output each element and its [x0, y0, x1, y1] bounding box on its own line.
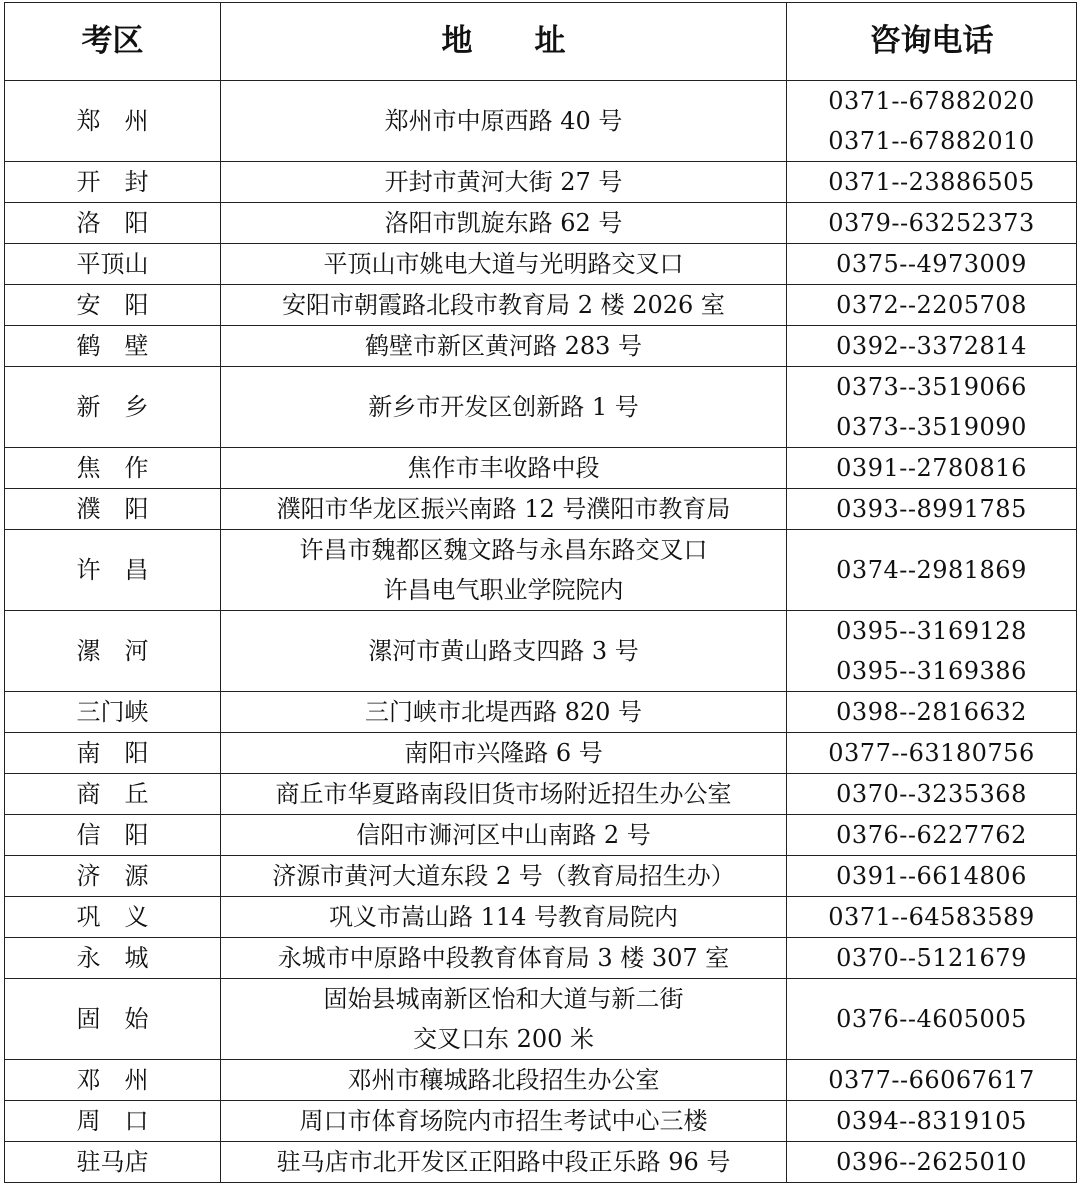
address-cell — [221, 367, 787, 448]
address-cell — [221, 530, 787, 611]
area-cell: 信 阳 — [5, 815, 221, 856]
table-row — [5, 81, 1077, 162]
phone-cell — [787, 244, 1077, 285]
address-cell — [221, 856, 787, 897]
phone-cell — [787, 897, 1077, 938]
header-area: 考区 — [5, 3, 221, 81]
address-cell — [221, 733, 787, 774]
table-row — [5, 367, 1077, 448]
area-cell: 永 城 — [5, 938, 221, 979]
header-phone: 咨询电话 — [787, 3, 1077, 81]
table-row — [5, 285, 1077, 326]
phone-number: 0394--8319105 — [836, 1107, 1027, 1135]
address-cell — [221, 244, 787, 285]
address-cell — [221, 611, 787, 692]
address-cell — [221, 897, 787, 938]
address-line: 周口市体育场院内市招生考试中心三楼 — [299, 1107, 708, 1135]
address-line: 交叉口东 200 米 — [412, 1025, 595, 1053]
area-cell: 焦 作 — [5, 448, 221, 489]
phone-cell — [787, 285, 1077, 326]
address-line: 商丘市华夏路南段旧货市场附近招生办公室 — [275, 780, 732, 808]
address-line: 许昌市魏都区魏文路与永昌东路交叉口 — [299, 536, 708, 564]
table-row — [5, 1060, 1077, 1101]
phone-number: 0373--3519090 — [836, 413, 1027, 441]
phone-cell — [787, 979, 1077, 1060]
area-cell: 漯 河 — [5, 611, 221, 692]
table-row — [5, 979, 1077, 1060]
area-cell: 三门峡 — [5, 692, 221, 733]
phone-number: 0371--23886505 — [828, 168, 1035, 196]
table-row — [5, 162, 1077, 203]
phone-number: 0377--63180756 — [828, 739, 1035, 767]
phone-number: 0371--67882010 — [828, 127, 1035, 155]
phone-number: 0376--6227762 — [836, 821, 1027, 849]
address-cell — [221, 1142, 787, 1183]
phone-cell — [787, 1142, 1077, 1183]
phone-cell — [787, 81, 1077, 162]
phone-number: 0373--3519066 — [836, 373, 1027, 401]
address-cell — [221, 774, 787, 815]
address-line: 巩义市嵩山路 114 号教育局院内 — [328, 903, 679, 931]
address-line: 信阳市浉河区中山南路 2 号 — [356, 821, 651, 849]
phone-number: 0391--2780816 — [836, 454, 1027, 482]
phone-cell — [787, 530, 1077, 611]
area-cell: 巩 义 — [5, 897, 221, 938]
table-row — [5, 938, 1077, 979]
phone-number: 0398--2816632 — [836, 698, 1027, 726]
address-cell — [221, 285, 787, 326]
phone-cell — [787, 489, 1077, 530]
header-address: 地 址 — [221, 3, 787, 81]
phone-cell — [787, 938, 1077, 979]
table-row — [5, 692, 1077, 733]
phone-cell — [787, 815, 1077, 856]
address-cell — [221, 448, 787, 489]
phone-number: 0372--2205708 — [836, 291, 1027, 319]
address-line: 固始县城南新区怡和大道与新二街 — [323, 985, 684, 1013]
table-row — [5, 611, 1077, 692]
table-row — [5, 489, 1077, 530]
address-cell — [221, 203, 787, 244]
phone-number: 0395--3169128 — [836, 617, 1027, 645]
table-row — [5, 815, 1077, 856]
address-line: 三门峡市北堤西路 820 号 — [364, 698, 643, 726]
area-cell: 周 口 — [5, 1101, 221, 1142]
area-cell: 洛 阳 — [5, 203, 221, 244]
area-cell: 驻马店 — [5, 1142, 221, 1183]
phone-number: 0370--3235368 — [836, 780, 1027, 808]
phone-number: 0392--3372814 — [836, 332, 1027, 360]
area-cell: 平顶山 — [5, 244, 221, 285]
address-line: 开封市黄河大街 27 号 — [384, 168, 623, 196]
address-line: 南阳市兴隆路 6 号 — [404, 739, 603, 767]
phone-number: 0371--67882020 — [828, 87, 1035, 115]
address-line: 安阳市朝霞路北段市教育局 2 楼 2026 室 — [282, 291, 725, 319]
address-line: 永城市中原路中段教育体育局 3 楼 307 室 — [277, 944, 730, 972]
phone-cell — [787, 448, 1077, 489]
phone-number: 0371--64583589 — [828, 903, 1035, 931]
phone-number: 0391--6614806 — [836, 862, 1027, 890]
address-line: 郑州市中原西路 40 号 — [384, 107, 623, 135]
address-cell — [221, 1101, 787, 1142]
phone-number: 0370--5121679 — [836, 944, 1027, 972]
address-cell — [221, 1060, 787, 1101]
table-row — [5, 774, 1077, 815]
address-line: 洛阳市凯旋东路 62 号 — [384, 209, 623, 237]
phone-cell — [787, 611, 1077, 692]
address-line: 驻马店市北开发区正阳路中段正乐路 96 号 — [276, 1148, 731, 1176]
address-line: 新乡市开发区创新路 1 号 — [368, 393, 639, 421]
phone-number: 0377--66067617 — [828, 1066, 1035, 1094]
exam-area-contact-table — [4, 2, 1077, 1183]
address-line: 濮阳市华龙区振兴南路 12 号濮阳市教育局 — [276, 495, 731, 523]
phone-cell — [787, 326, 1077, 367]
address-line: 漯河市黄山路支四路 3 号 — [368, 637, 639, 665]
phone-number: 0379--63252373 — [828, 209, 1035, 237]
phone-cell — [787, 692, 1077, 733]
phone-cell — [787, 162, 1077, 203]
address-cell — [221, 326, 787, 367]
phone-number: 0374--2981869 — [836, 556, 1027, 584]
table-row — [5, 448, 1077, 489]
area-cell: 开 封 — [5, 162, 221, 203]
area-cell: 南 阳 — [5, 733, 221, 774]
address-cell — [221, 81, 787, 162]
phone-number: 0376--4605005 — [836, 1005, 1027, 1033]
table-row — [5, 733, 1077, 774]
table-row — [5, 897, 1077, 938]
area-cell: 固 始 — [5, 979, 221, 1060]
table-row — [5, 530, 1077, 611]
phone-cell — [787, 367, 1077, 448]
phone-cell — [787, 1060, 1077, 1101]
area-cell: 安 阳 — [5, 285, 221, 326]
address-line: 许昌电气职业学院院内 — [383, 576, 624, 604]
area-cell: 许 昌 — [5, 530, 221, 611]
area-cell: 郑 州 — [5, 81, 221, 162]
phone-cell — [787, 774, 1077, 815]
phone-cell — [787, 1101, 1077, 1142]
phone-number: 0396--2625010 — [836, 1148, 1027, 1176]
phone-cell — [787, 203, 1077, 244]
phone-number: 0393--8991785 — [836, 495, 1027, 523]
area-cell: 商 丘 — [5, 774, 221, 815]
area-cell: 济 源 — [5, 856, 221, 897]
address-cell — [221, 938, 787, 979]
address-cell — [221, 815, 787, 856]
table-row — [5, 856, 1077, 897]
area-cell: 新 乡 — [5, 367, 221, 448]
table-row — [5, 203, 1077, 244]
area-cell: 邓 州 — [5, 1060, 221, 1101]
table-row — [5, 1101, 1077, 1142]
phone-number: 0395--3169386 — [836, 657, 1027, 685]
table-row — [5, 244, 1077, 285]
address-line: 焦作市丰收路中段 — [407, 454, 600, 482]
area-cell: 濮 阳 — [5, 489, 221, 530]
address-cell — [221, 162, 787, 203]
address-cell — [221, 489, 787, 530]
phone-cell — [787, 733, 1077, 774]
address-cell — [221, 979, 787, 1060]
address-line: 鹤壁市新区黄河路 283 号 — [364, 332, 643, 360]
address-line: 平顶山市姚电大道与光明路交叉口 — [323, 250, 684, 278]
area-cell: 鹤 壁 — [5, 326, 221, 367]
phone-cell — [787, 856, 1077, 897]
address-line: 邓州市穰城路北段招生办公室 — [347, 1066, 660, 1094]
table-row — [5, 326, 1077, 367]
phone-number: 0375--4973009 — [836, 250, 1027, 278]
address-cell — [221, 692, 787, 733]
header-row — [5, 3, 1077, 81]
address-line: 济源市黄河大道东段 2 号（教育局招生办） — [272, 862, 735, 890]
table-row — [5, 1142, 1077, 1183]
